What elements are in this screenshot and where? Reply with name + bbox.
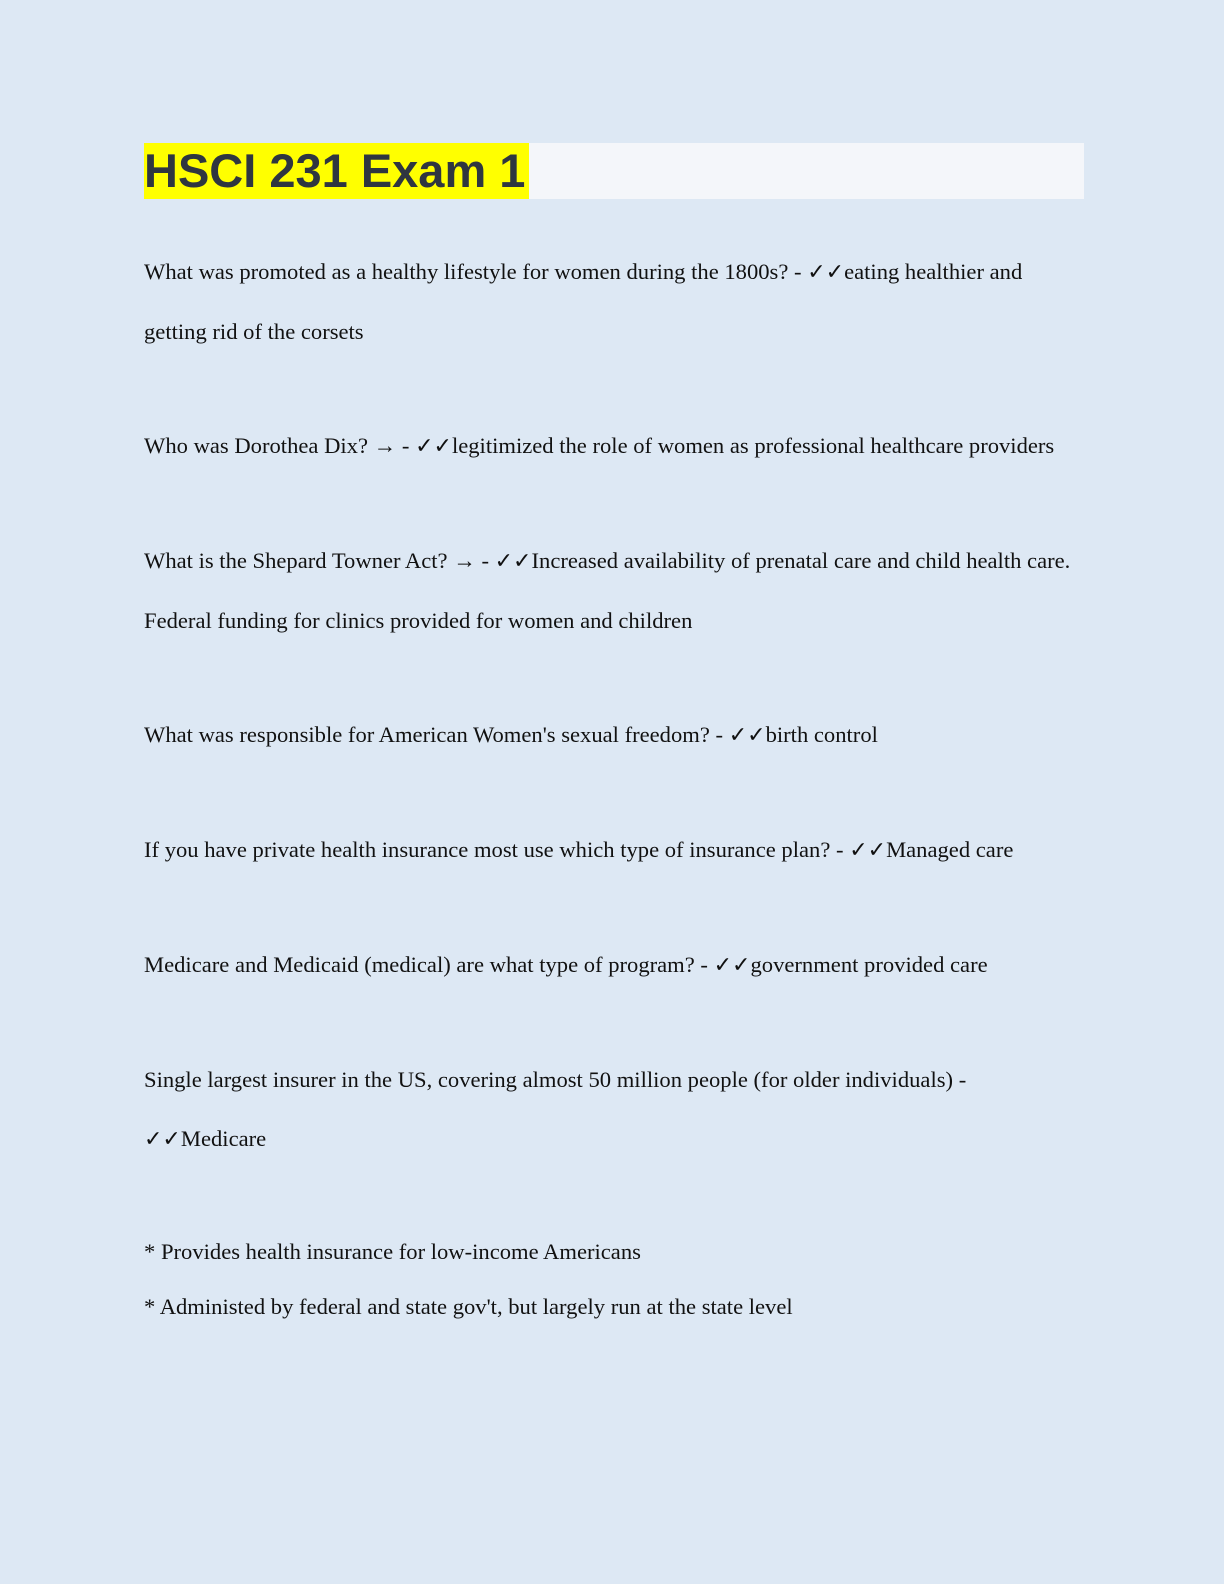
- qa-content: [144, 242, 1084, 1334]
- title-bar: [144, 143, 1084, 199]
- question-text: What was promoted as a healthy lifestyle for women during the 1800s? -: [144, 259, 808, 284]
- qa-item: [144, 935, 1084, 995]
- answer-text: Medicare: [180, 1126, 267, 1151]
- double-check-icon: ✓✓: [144, 1127, 181, 1152]
- qa-item: [144, 820, 1084, 880]
- double-check-icon: ✓✓: [728, 723, 766, 748]
- question-text: What is the Shepard Towner Act? → -: [144, 548, 495, 573]
- question-text: Who was Dorothea Dix? → -: [144, 433, 416, 458]
- double-check-icon: ✓✓: [713, 953, 751, 978]
- page-title: HSCI 231 Exam 1: [144, 143, 529, 199]
- bullet-line: * Administed by federal and state gov't, but largely run at the state level: [144, 1294, 793, 1319]
- double-check-icon: ✓✓: [494, 549, 532, 574]
- double-check-icon: ✓✓: [807, 260, 845, 285]
- answer-text: Increased availability of prenatal care and child health care. Federal funding for clinics provided for women and children: [144, 548, 1071, 633]
- question-text: What was responsible for American Women's sexual freedom? -: [144, 722, 729, 747]
- double-check-icon: ✓✓: [849, 838, 887, 863]
- question-text: Medicare and Medicaid (medical) are what type of program? -: [144, 952, 714, 977]
- bullet-line: * Provides health insurance for low-income Americans: [144, 1239, 641, 1264]
- qa-item: [144, 1050, 1084, 1169]
- answer-text: legitimized the role of women as professional healthcare providers: [451, 433, 1055, 458]
- double-check-icon: ✓✓: [415, 434, 452, 459]
- qa-item: [144, 242, 1084, 361]
- question-text: If you have private health insurance most use which type of insurance plan? -: [144, 837, 850, 862]
- answer-text: government provided care: [750, 952, 988, 977]
- answer-text: Managed care: [886, 837, 1014, 862]
- answer-text: eating healthier and getting rid of the corsets: [144, 259, 1023, 344]
- question-text: Single largest insurer in the US, covering almost 50 million people (for older individuals) -: [144, 1067, 967, 1092]
- answer-text: birth control: [765, 722, 878, 747]
- qa-item: [144, 705, 1084, 765]
- qa-item: [144, 416, 1084, 476]
- qa-item: [144, 531, 1084, 650]
